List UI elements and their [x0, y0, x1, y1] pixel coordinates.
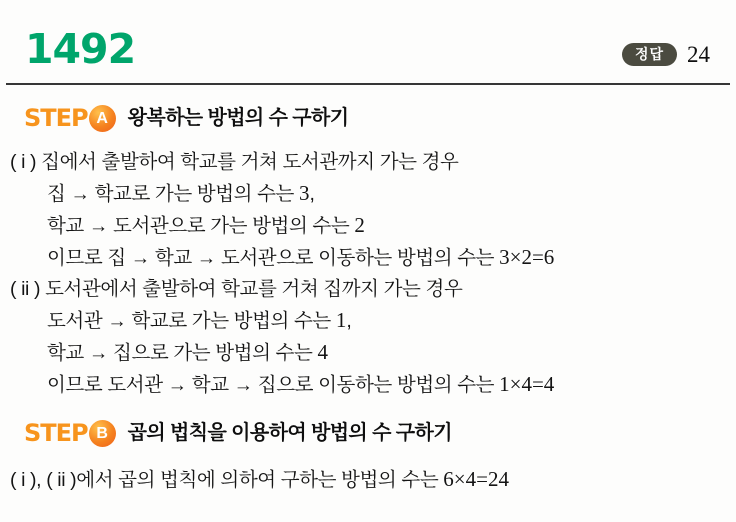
math-expression: 3×2=6 — [499, 245, 555, 269]
solution-line: 이므로 집 → 학교 → 도서관으로 이동하는 방법의 수는 3×2=6 — [47, 245, 555, 269]
math-expression: 1 — [335, 308, 347, 332]
solution-line: 이므로 도서관 → 학교 → 집으로 이동하는 방법의 수는 1×4=4 — [47, 372, 555, 396]
answer-value: 24 — [687, 42, 710, 67]
header-divider — [6, 83, 730, 85]
conclusion-line: ( i ), ( ii )에서 곱의 법칙에 의하여 구하는 방법의 수는 6×4=24 — [10, 467, 509, 491]
step-a-title: 왕복하는 방법의 수 구하기 — [127, 107, 349, 129]
answer-group — [622, 43, 710, 66]
step-a-label: STEP — [24, 104, 88, 132]
solution-line: 학교 → 집으로 가는 방법의 수는 4 — [47, 340, 328, 364]
problem-number: 1492 — [25, 25, 136, 73]
solution-line: 도서관 → 학교로 가는 방법의 수는 1, — [47, 308, 352, 332]
math-expression: 3 — [299, 181, 310, 205]
math-expression: 2 — [354, 213, 365, 237]
step-a-circle-icon: A — [89, 105, 116, 132]
solution-line: 집 → 학교로 가는 방법의 수는 3, — [47, 181, 315, 205]
math-expression: 6×4=24 — [443, 467, 509, 491]
solution-line: ( i ) 집에서 출발하여 학교를 거쳐 도서관까지 가는 경우 — [10, 151, 459, 173]
page-header — [0, 0, 736, 73]
math-expression: 4 — [317, 340, 328, 364]
math-expression: 1×4=4 — [499, 372, 555, 396]
solution-line: 학교 → 도서관으로 가는 방법의 수는 2 — [47, 213, 365, 237]
step-b-header — [24, 420, 736, 447]
step-b-circle-icon: B — [89, 420, 116, 447]
step-b-title: 곱의 법칙을 이용하여 방법의 수 구하기 — [127, 422, 452, 444]
solution-line: ( ii ) 도서관에서 출발하여 학교를 거쳐 집까지 가는 경우 — [10, 278, 463, 300]
solution-body — [0, 147, 736, 401]
step-a-header — [24, 105, 736, 132]
answer-badge: 정답 — [622, 43, 677, 66]
step-b-label: STEP — [24, 419, 88, 447]
